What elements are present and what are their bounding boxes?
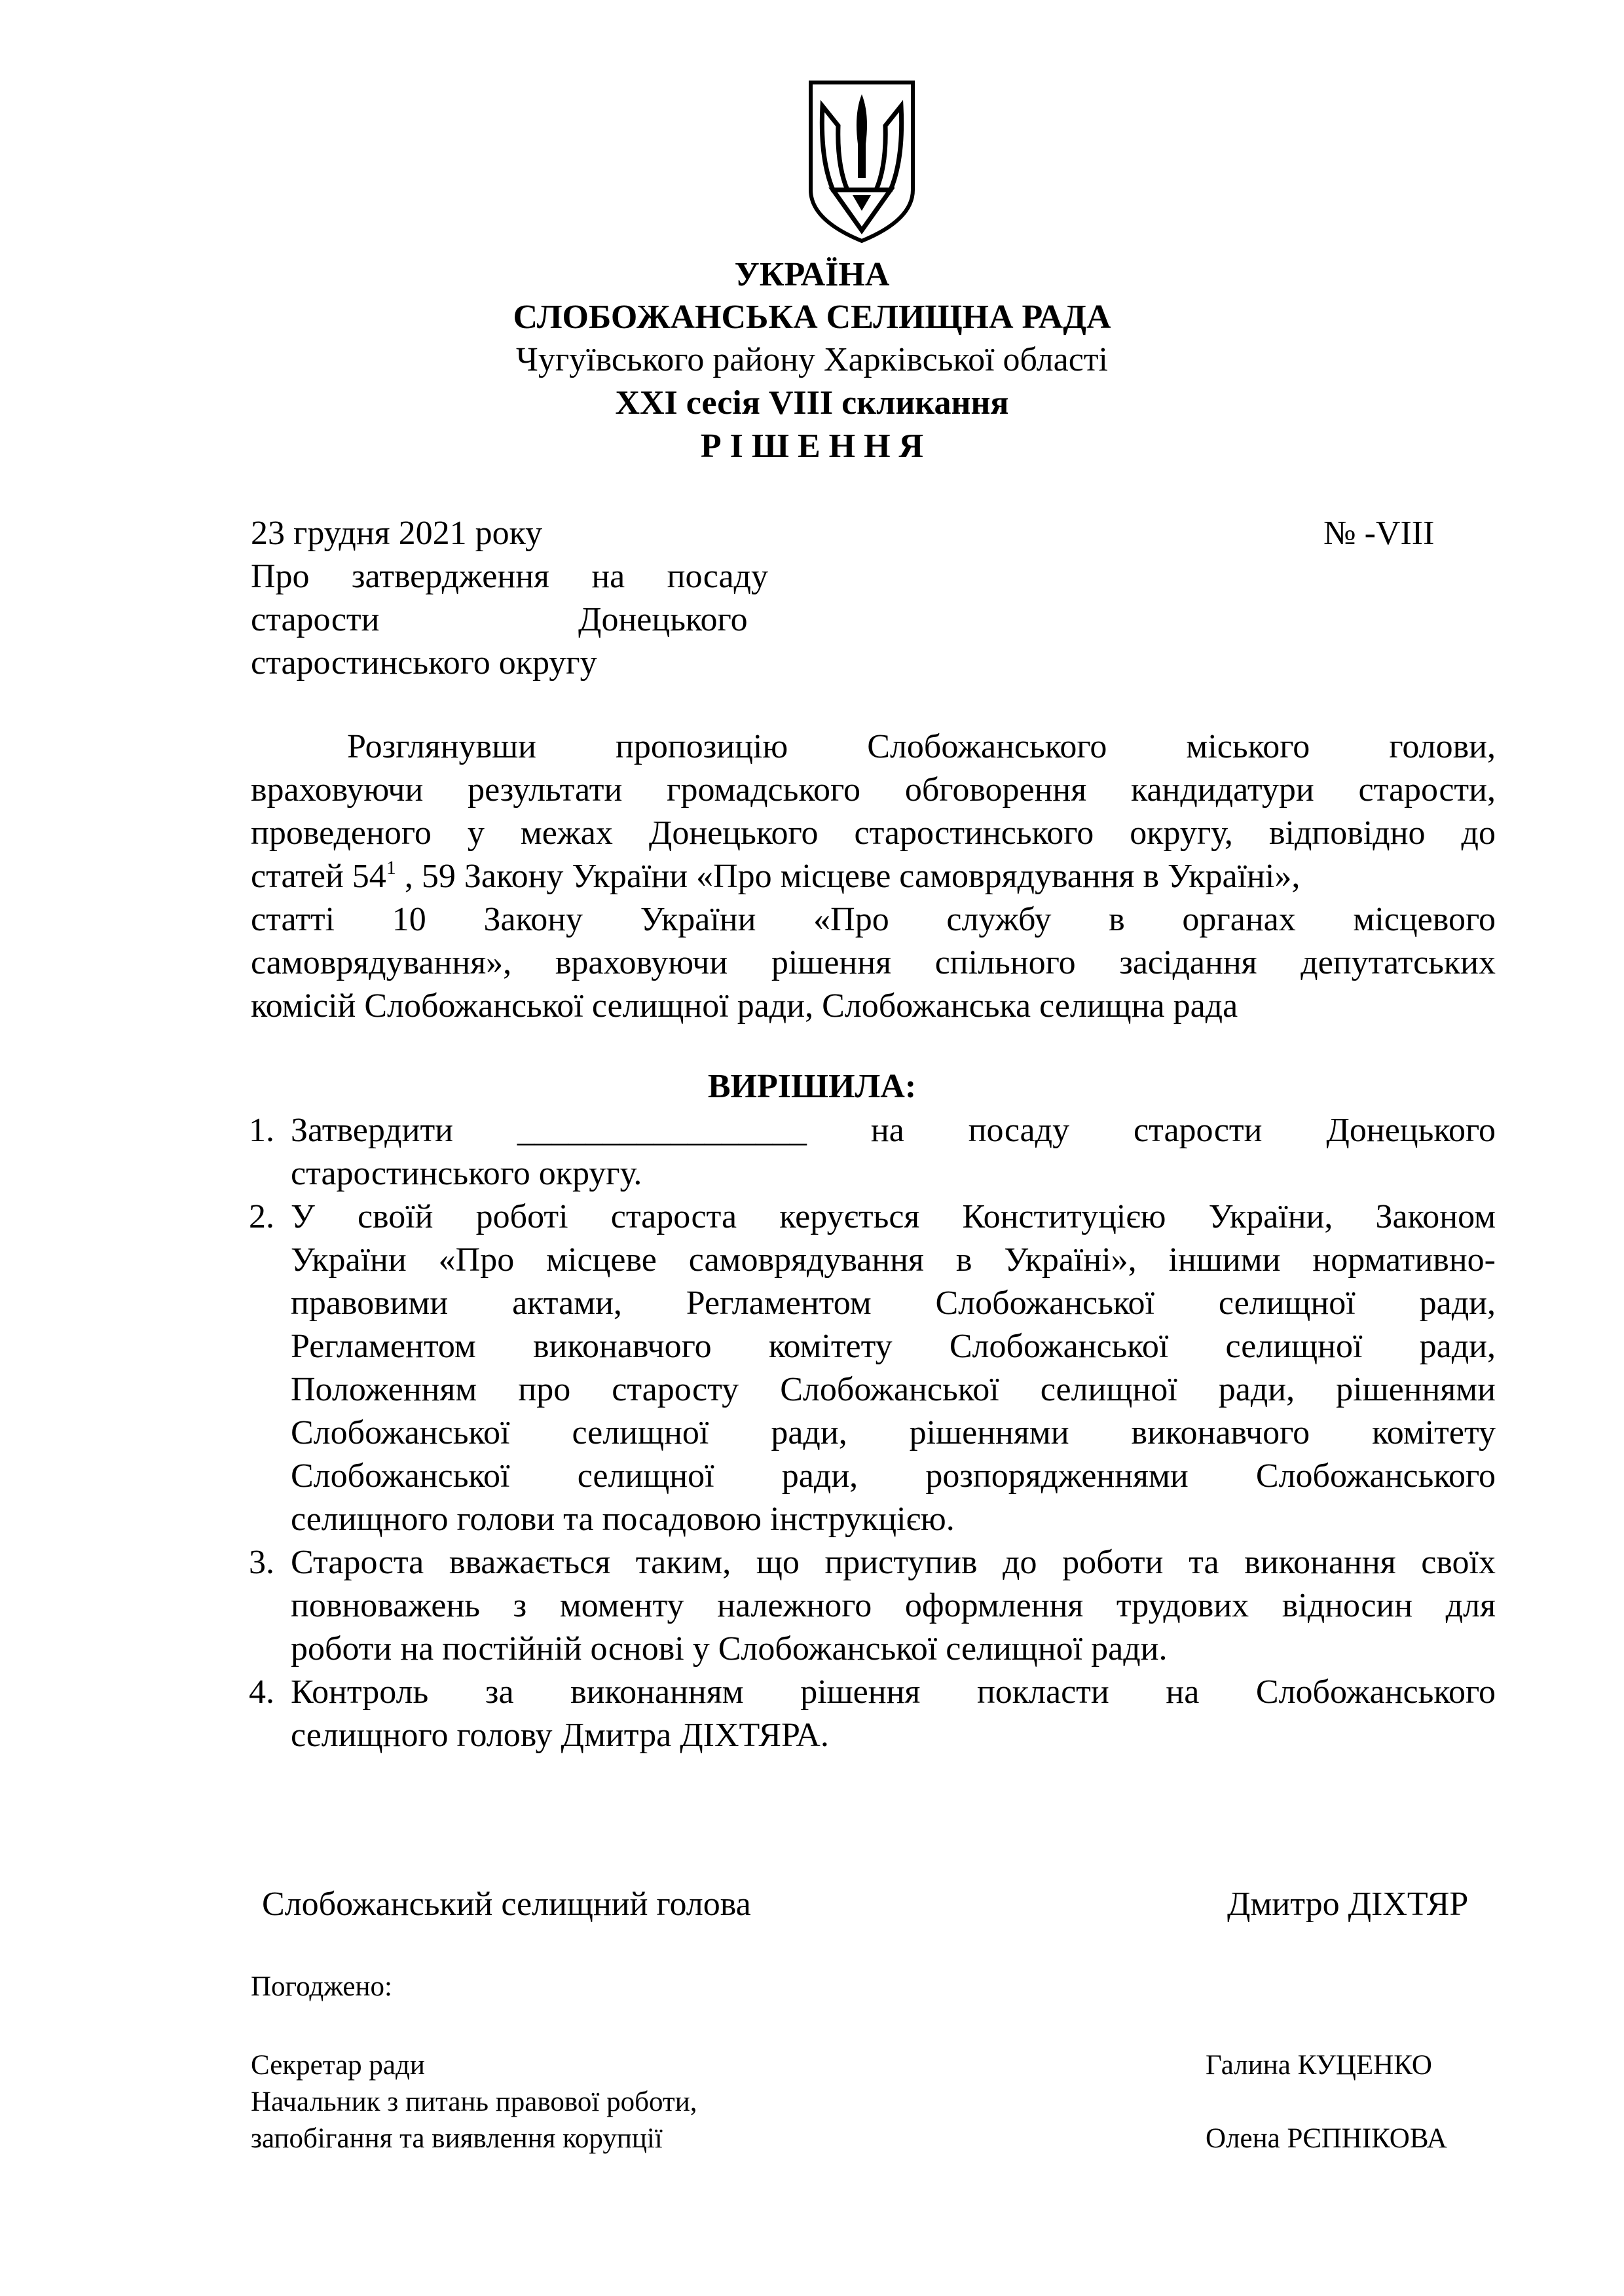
item-line: Контроль за виконанням рішення покласти на Слобожанського [291,1673,1496,1711]
subject-line: Про затвердження на посаду [251,558,768,595]
district-subtitle: Чугуївського району Харківської області [516,341,1108,378]
approvals-label: Погоджено: [251,1971,392,2002]
decision-number: № -VIII [1323,515,1435,552]
document-type: Р І Ш Е Н Н Я [700,428,924,465]
preamble-text: статей 54 [251,858,386,895]
item-number: 2. [249,1198,274,1235]
superscript: 1 [386,857,396,879]
item-line: повноважень з моменту належного оформлення трудових відносин для [291,1587,1496,1624]
legal-head-title: Начальник з питань правової роботи, [251,2086,697,2117]
item-line: роботи на постійній основі у Слобожанської селищної ради. [291,1630,1168,1667]
item-line: У своїй роботі староста керується Конституцією України, Законом [291,1198,1496,1235]
session-title: XXI сесія VIII скликання [615,384,1009,422]
preamble-line: враховуючи результати громадського обговорення кандидатури старости, [251,771,1496,809]
item-line: Слобожанської селищної ради, рішеннями виконавчого комітету [291,1414,1496,1451]
item-line: Регламентом виконавчого комітету Слобожанської селищної ради, [291,1328,1496,1365]
trident-icon [807,80,917,244]
item-line: селищного голови та посадовою інструкцією. [291,1501,955,1538]
item-line: Затвердити _________________ на посаду старости Донецького [291,1112,1496,1149]
legal-head-title: запобігання та виявлення корупції [251,2123,663,2154]
coat-of-arms-emblem [807,80,917,244]
legal-head-name: Олена РЄПНІКОВА [1206,2123,1447,2154]
item-number: 1. [249,1112,274,1149]
secretary-name: Галина КУЦЕНКО [1206,2050,1432,2081]
subject-line: Донецького [578,601,748,638]
item-line: старостинського округу. [291,1155,642,1192]
item-number: 3. [249,1544,274,1581]
preamble-line: комісій Слобожанської селищної ради, Слобожанська селищна рада [251,987,1238,1025]
item-number: 4. [249,1673,274,1711]
item-line: України «Про місцеве самоврядування в Україні», іншими нормативно- [291,1241,1496,1279]
resolved-heading: ВИРІШИЛА: [707,1068,917,1105]
signatory-name: Дмитро ДІХТЯР [1227,1886,1469,1923]
signatory-title: Слобожанський селищний голова [262,1886,751,1923]
preamble-line: статті 10 Закону України «Про службу в органах місцевого [251,901,1496,938]
subject-line: старостинського округу [251,644,597,682]
preamble-text: , 59 Закону України «Про місцеве самоврядування в Україні», [396,858,1301,895]
preamble-line: самоврядування», враховуючи рішення спільного засідання депутатських [251,944,1496,981]
preamble-line [251,855,1496,898]
item-line: правовими актами, Регламентом Слобожанської селищної ради, [291,1285,1496,1322]
item-line: селищного голову Дмитра ДІХТЯРА. [291,1717,829,1754]
country-title: УКРАЇНА [734,256,890,293]
subject-line: старости [251,601,380,638]
item-line: Слобожанської селищної ради, розпорядженнями Слобожанського [291,1457,1496,1495]
preamble-line: проведеного у межах Донецького старостинського округу, відповідно до [251,814,1496,852]
council-title: СЛОБОЖАНСЬКА СЕЛИЩНА РАДА [513,299,1111,336]
decision-date: 23 грудня 2021 року [251,515,543,552]
item-line: Положенням про старосту Слобожанської селищної ради, рішеннями [291,1371,1496,1408]
item-line: Староста вважається таким, що приступив до роботи та виконання своїх [291,1544,1496,1581]
preamble-line: Розглянувши пропозицію Слобожанського міського голови, [347,728,1496,765]
secretary-title: Секретар ради [251,2050,425,2081]
